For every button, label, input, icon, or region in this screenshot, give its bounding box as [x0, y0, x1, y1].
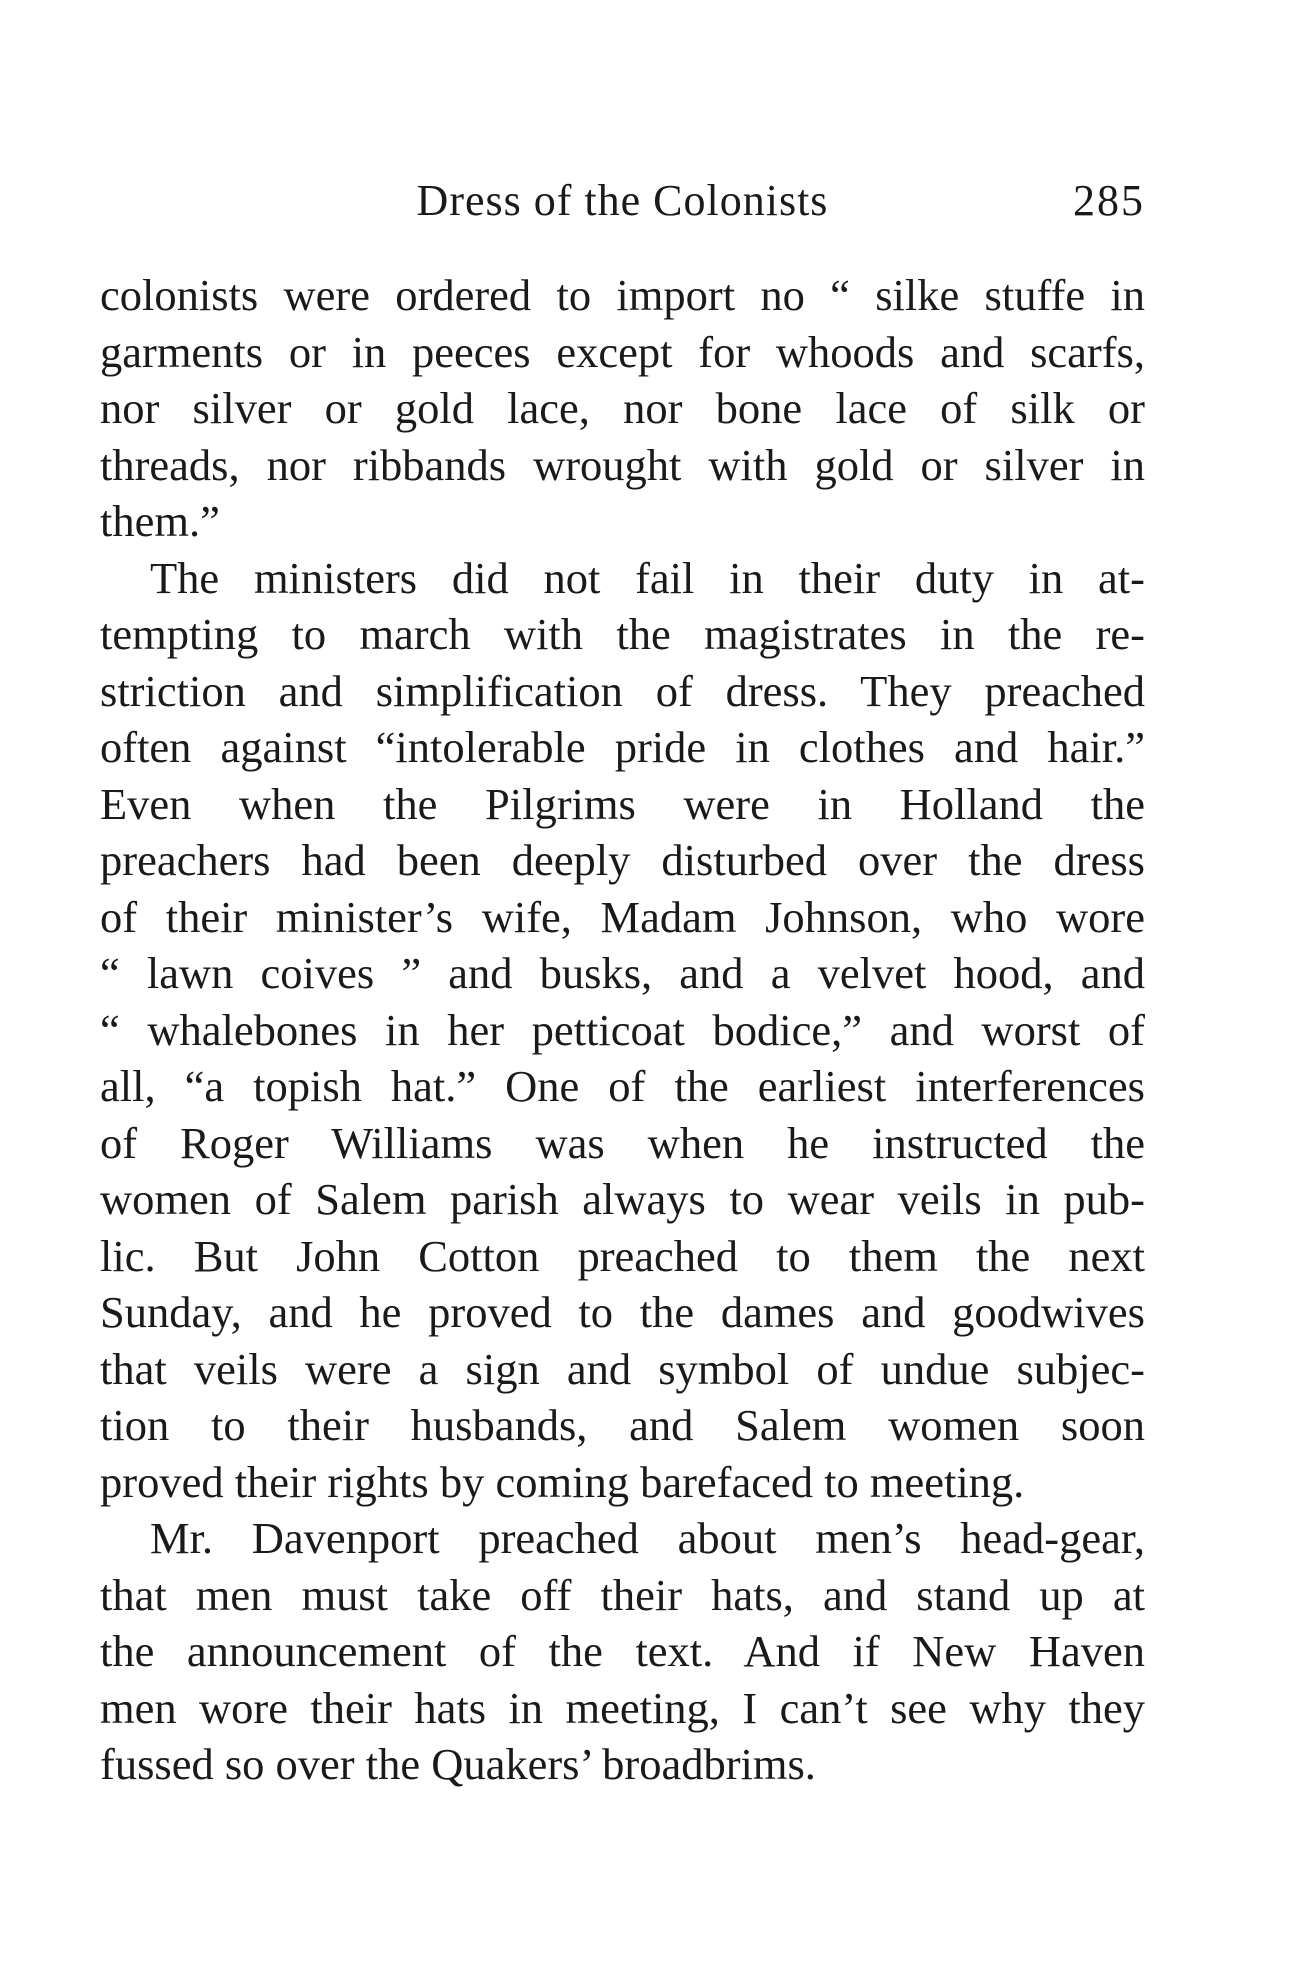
text-line: threads, nor ribbands wrought with gold or silver in — [100, 439, 1145, 490]
text-line: “ lawn coives ” and busks, and a velvet hood, and — [100, 948, 1145, 998]
text-line: nor silver or gold lace, nor bone lace of silk or — [100, 383, 1145, 433]
text-line: of their minister’s wife, Madam Johnson, who wore — [100, 891, 1145, 942]
text-line: men wore their hats in meeting, I can’t see why they — [100, 1682, 1145, 1733]
text-line: striction and simplification of dress. They preached — [100, 665, 1145, 716]
text-line: garments or in peeces except for whoods and scarfs, — [100, 326, 1145, 377]
text-line: The ministers did not fail in their duty in at- — [150, 552, 1145, 603]
text-line: women of Salem parish always to wear veils in pub- — [100, 1174, 1145, 1224]
text-line: preachers had been deeply disturbed over the dress — [100, 835, 1145, 885]
text-line: tempting to march with the magistrates in the re- — [100, 609, 1145, 659]
page-number: 285 — [1073, 176, 1145, 225]
text-line: the announcement of the text. And if New Haven — [100, 1626, 1145, 1676]
text-line: them.” — [100, 496, 220, 546]
text-line: lic. But John Cotton preached to them the next — [100, 1230, 1145, 1281]
text-line: Even when the Pilgrims were in Holland the — [100, 778, 1145, 829]
body-text — [100, 267, 1145, 1793]
text-line: that veils were a sign and symbol of undue subjec- — [100, 1343, 1145, 1394]
text-line: Mr. Davenport preached about men’s head-gear, — [150, 1513, 1145, 1563]
paragraph-3 — [100, 1510, 1145, 1793]
text-line: “ whalebones in her petticoat bodice,” and worst of — [100, 1004, 1145, 1055]
text-line: colonists were ordered to import no “ silke stuffe in — [100, 270, 1145, 320]
paragraph-2 — [100, 550, 1145, 1511]
text-line: often against “intolerable pride in clothes and hair.” — [100, 722, 1145, 772]
text-line: fussed so over the Quakers’ broadbrims. — [100, 1739, 816, 1789]
text-line: that men must take off their hats, and stand up at — [100, 1569, 1145, 1620]
paragraph-1 — [100, 267, 1145, 550]
running-head — [100, 176, 1145, 226]
text-line: all, “a topish hat.” One of the earliest interferences — [100, 1061, 1145, 1111]
text-line: tion to their husbands, and Salem women soon — [100, 1400, 1145, 1450]
text-line: Sunday, and he proved to the dames and goodwives — [100, 1287, 1145, 1337]
text-line: proved their rights by coming barefaced to meeting. — [100, 1456, 1025, 1507]
running-title: Dress of the Colonists — [416, 176, 829, 225]
text-line: of Roger Williams was when he instructed the — [100, 1117, 1145, 1168]
